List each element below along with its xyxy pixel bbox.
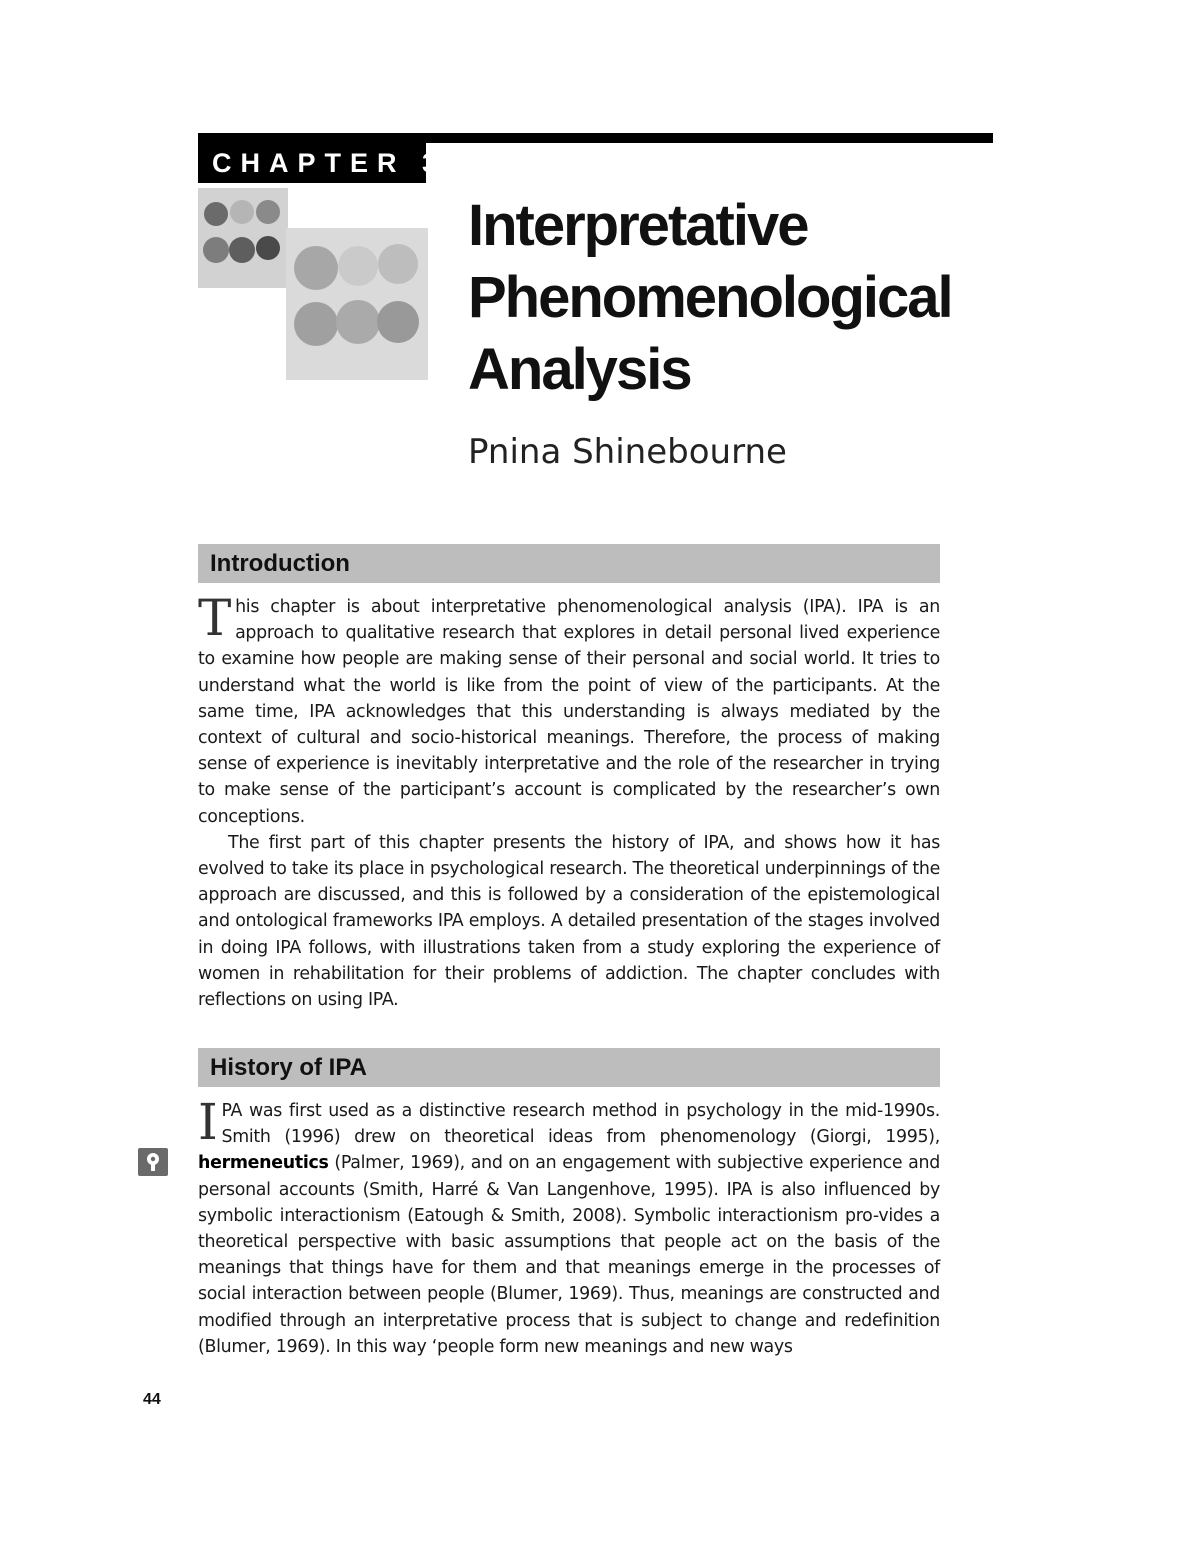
chapter-illustration-image	[198, 188, 428, 380]
chapter-author: Pnina Shinebourne	[468, 432, 787, 472]
history-paragraph-1	[198, 1093, 940, 1360]
dropcap: T	[198, 589, 232, 647]
chapter-title-line-2: Phenomenological	[468, 265, 952, 330]
page-number: 44	[143, 1391, 161, 1408]
section-heading-history: History of IPA	[198, 1048, 940, 1087]
history-body	[198, 1093, 940, 1360]
paragraph-text: PA was first used as a distinctive research method in psychology in the mid-1990s. Smith (1996) drew on theoretical ideas from phenomenology (Giorgi, 1995),	[221, 1101, 940, 1148]
chapter-title	[468, 190, 968, 406]
introduction-body	[198, 589, 940, 1013]
glossary-key-icon	[138, 1148, 168, 1176]
paragraph-text: (Palmer, 1969), and on an engagement with subjective experience and personal accounts (Smith, Harré & Van Langenhove, 1995). IPA is also influenced by symbolic interactionism (Eatough & Smith, 2008). Symbolic interactionism pro-vides a theoretical perspective with basic assumptions that people act on the basis of the meanings that things have for them and that meanings emerge in the processes of social interaction between people (Blumer, 1969). Thus, meanings are constructed and modified through an interpretative process that is subject to change and redefinition (Blumer, 1969). In this way ‘people form new meanings and new ways	[198, 1153, 940, 1357]
chapter-title-line-1: Interpretative	[468, 193, 808, 258]
chapter-title-line-3: Analysis	[468, 337, 691, 402]
glossary-term-hermeneutics: hermeneutics	[198, 1153, 329, 1174]
chapter-label: CHAPTER 3	[198, 143, 426, 183]
section-heading-introduction: Introduction	[198, 544, 940, 583]
chapter-top-rule	[198, 133, 993, 143]
introduction-paragraph-2: The first part of this chapter presents the history of IPA, and shows how it has evolved to take its place in psychological research. The theoretical underpinnings of the approach are discussed, and this is followed by a consideration of the epistemological and ontological frameworks IPA employs. A detailed presentation of the stages involved in doing IPA follows, with illustrations taken from a study exploring the experience of women in rehabilitation for their problems of addiction. The chapter concludes with reflections on using IPA.	[198, 832, 940, 1011]
introduction-paragraph-1	[198, 589, 940, 830]
dropcap: I	[198, 1093, 218, 1151]
paragraph-text: his chapter is about interpretative phenomenological analysis (IPA). IPA is an approach to qualitative research that explores in detail personal lived experience to examine how people are making sense of their personal and social world. It tries to understand what the world is like from the point of view of the participants. At the same time, IPA acknowledges that this understanding is always mediated by the context of cultural and socio-historical meanings. Therefore, the process of making sense of experience is inevitably interpretative and the role of the researcher in trying to make sense of the participant’s account is complicated by the researcher’s own conceptions.	[198, 597, 940, 827]
